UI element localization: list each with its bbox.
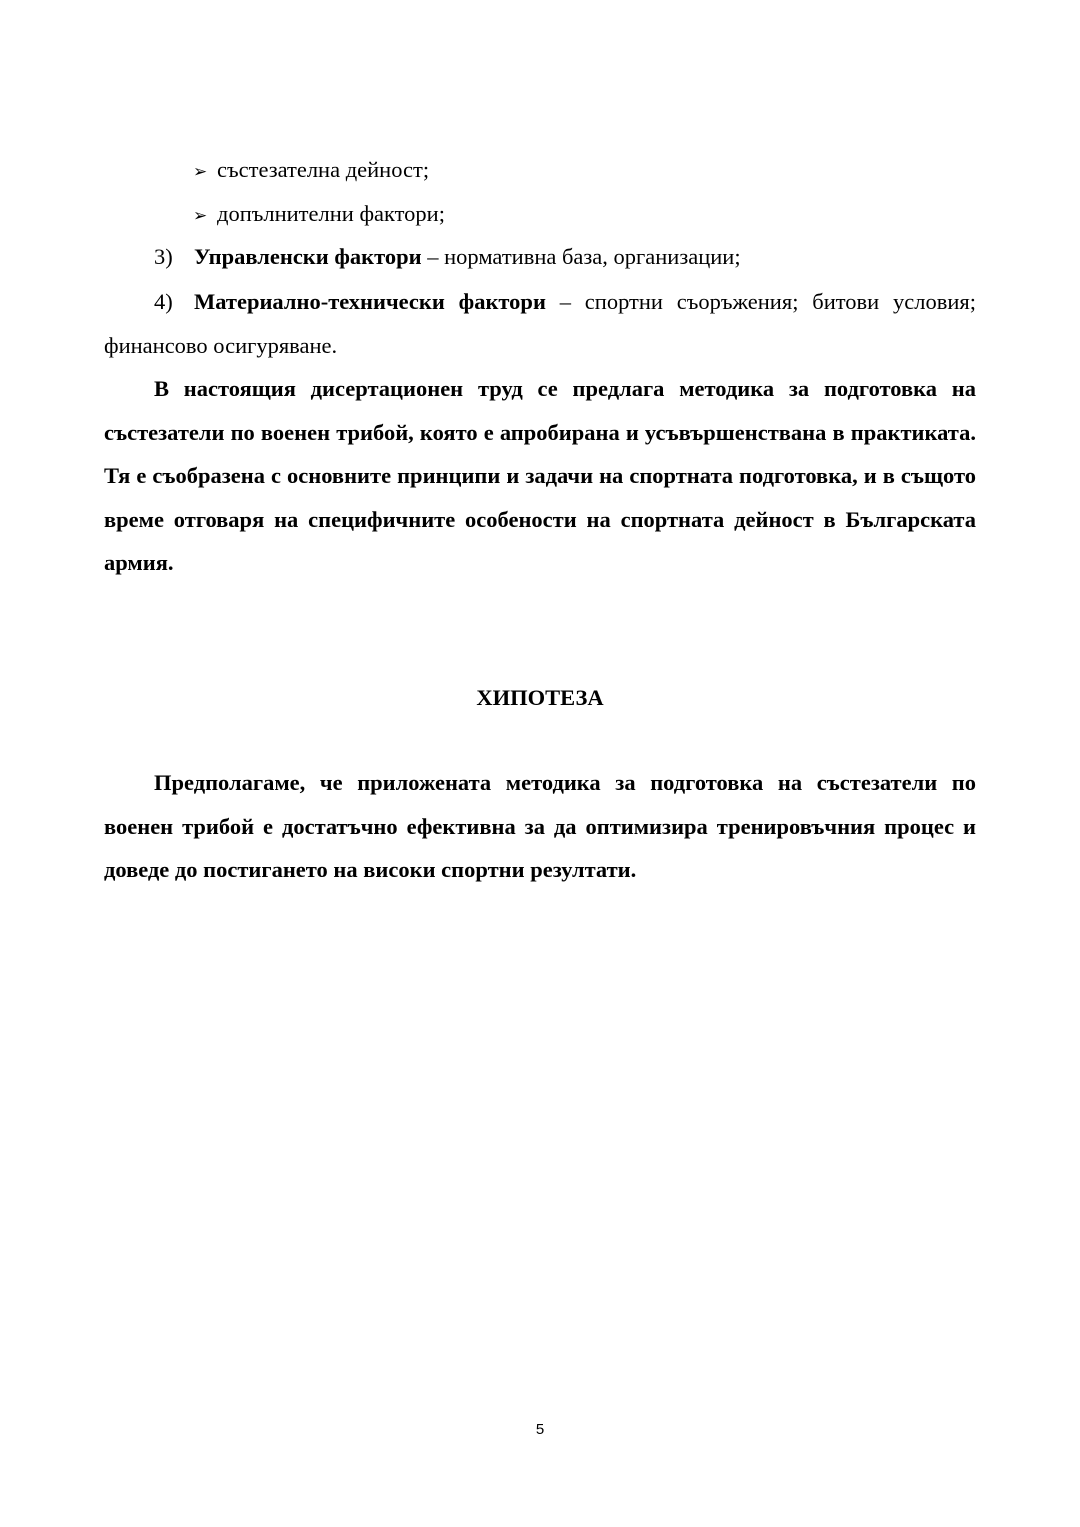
page-number: 5 [535, 1421, 545, 1438]
arrow-bullet-icon: ➢ [193, 162, 208, 182]
bullet-item [193, 192, 445, 239]
item-number: 3) [154, 244, 173, 269]
bullet-item [193, 148, 429, 195]
bullet-text: състезателна дейност; [217, 157, 430, 182]
section-heading: ХИПОТЕЗА [476, 685, 604, 710]
intro-paragraph: В настоящия дисертационен труд се предлага методика за подготовка на състезатели по военен трибой, която е апробирана и усъвършенствана в практиката. Тя е съобразена с основните принципи и задачи на спортната подготовка, и в същото време отговаря на специфичните особености на спортната дейност в Българската армия. [104, 376, 976, 575]
bullet-text: допълнителни фактори; [217, 201, 445, 226]
item-title: Управленски фактори [194, 244, 422, 269]
arrow-bullet-icon: ➢ [193, 206, 208, 226]
item-description: – спортни съоръжения; битови условия; финансово осигуряване. [104, 289, 976, 358]
item-title: Материално-технически фактори [194, 289, 546, 314]
item-description: – нормативна база, организации; [421, 244, 741, 269]
numbered-item [104, 235, 976, 279]
numbered-item [104, 280, 976, 367]
item-number: 4) [154, 289, 173, 314]
hypothesis-paragraph: Предполагаме, че приложената методика за подготовка на състезатели по военен трибой е достатъчно ефективна за да оптимизира тренировъчния процес и доведе до постигането на високи спортни резултати. [104, 770, 976, 882]
